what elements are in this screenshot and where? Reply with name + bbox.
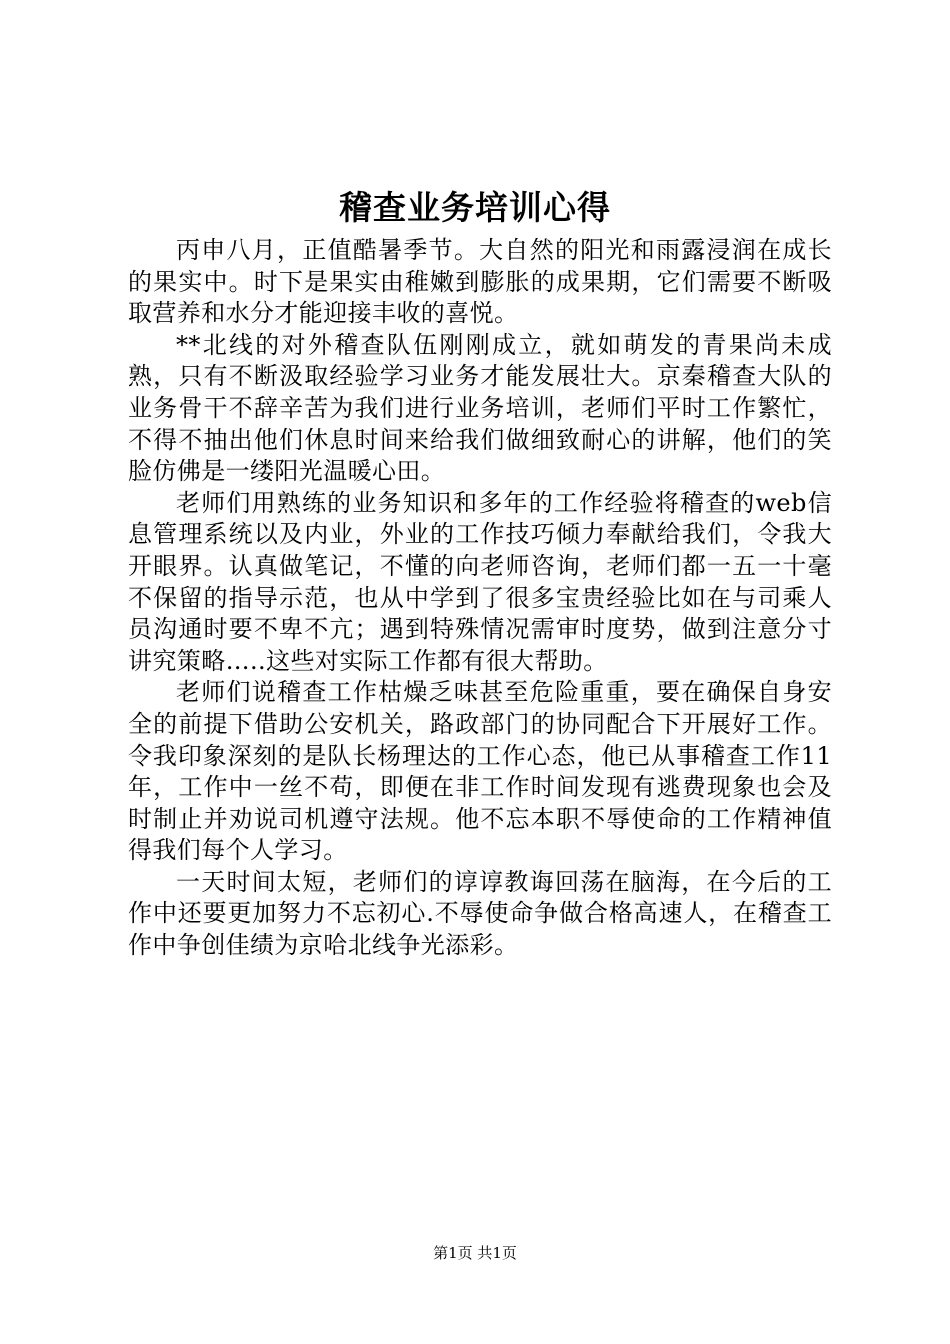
document-body — [128, 235, 832, 962]
paragraph-4: 老师们说稽查工作枯燥乏味甚至危险重重，要在确保自身安全的前提下借助公安机关，路政部门的协同配合下开展好工作。令我印象深刻的是队长杨理达的工作心态，他已从事稽查工作11年，工作中一丝不苟，即便在非工作时间发现有逃费现象也会及时制止并劝说司机遵守法规。他不忘本职不辱使命的工作精神值得我们每个人学习。 — [128, 678, 832, 865]
page-footer: 第1页 共1页 — [433, 1244, 517, 1262]
paragraph-3: 老师们用熟练的业务知识和多年的工作经验将稽查的web信息管理系统以及内业，外业的工作技巧倾力奉献给我们，令我大开眼界。认真做笔记，不懂的向老师咨询，老师们都一五一十毫不保留的指导示范，也从中学到了很多宝贵经验比如在与司乘人员沟通时要不卑不亢；遇到特殊情况需审时度势，做到注意分寸讲究策略…..这些对实际工作都有很大帮助。 — [128, 488, 832, 675]
document-title: 稽查业务培训心得 — [339, 188, 611, 227]
paragraph-5: 一天时间太短，老师们的谆谆教诲回荡在脑海，在今后的工作中还要更加努力不忘初心.不辱使命争做合格高速人，在稽查工作中争创佳绩为京哈北线争光添彩。 — [128, 867, 832, 960]
paragraph-1: 丙申八月，正值酷暑季节。大自然的阳光和雨露浸润在成长的果实中。时下是果实由稚嫩到膨胀的成果期，它们需要不断吸取营养和水分才能迎接丰收的喜悦。 — [128, 236, 832, 328]
paragraph-2: **北线的对外稽查队伍刚刚成立，就如萌发的青果尚未成熟，只有不断汲取经验学习业务才能发展壮大。京秦稽查大队的业务骨干不辞辛苦为我们进行业务培训，老师们平时工作繁忙，不得不抽出他们休息时间来给我们做细致耐心的讲解，他们的笑脸仿佛是一缕阳光温暖心田。 — [128, 330, 832, 486]
